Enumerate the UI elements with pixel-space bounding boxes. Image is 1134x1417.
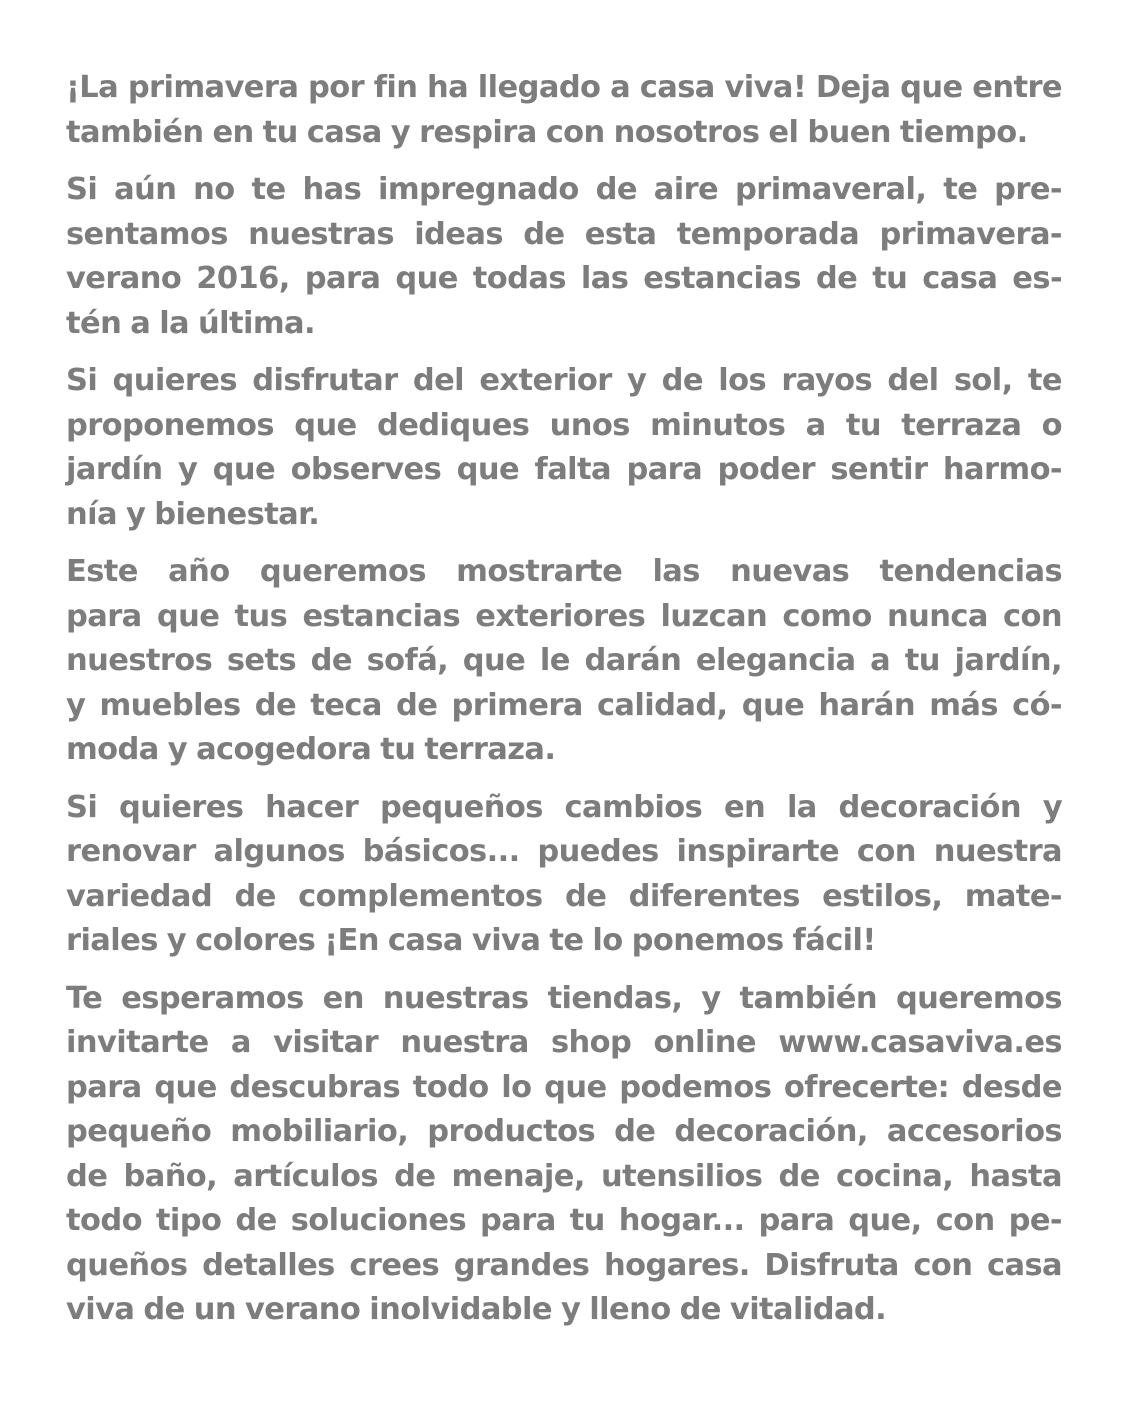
text-line: sentamos nuestras ideas de esta temporada primavera-: [66, 216, 1062, 252]
text-line: riales y colores ¡En casa viva te lo ponemos fácil!: [66, 923, 876, 958]
paragraph-exterior: [66, 359, 1062, 537]
text-line: Si quieres hacer pequeños cambios en la decoración y: [66, 789, 1062, 825]
text-line: nía y bienestar.: [66, 496, 320, 532]
text-line: queños detalles crees grandes hogares. Disfruta con casa: [66, 1247, 1062, 1283]
text-line: todo tipo de soluciones para tu hogar... para que, con pe-: [66, 1203, 1062, 1238]
paragraph-shop-invitation: [66, 977, 1062, 1333]
paragraph-trends: [66, 550, 1062, 773]
paragraph-intro: [66, 66, 1062, 155]
text-line: Si quieres disfrutar del exterior y de los rayos del sol, te: [66, 363, 1062, 398]
text-line: verano 2016, para que todas las estancias de tu casa es-: [66, 261, 1062, 296]
text-line: para que descubras todo lo que podemos ofrecerte: desde: [66, 1069, 1062, 1105]
text-line: para que tus estancias exteriores luzcan como nunca con: [66, 598, 1062, 634]
text-line: también en tu casa y respira con nosotros el buen tiempo.: [66, 114, 1028, 150]
text-line: Te esperamos en nuestras tiendas, y también queremos: [66, 980, 1062, 1016]
text-line: viva de un verano inolvidable y lleno de vitalidad.: [66, 1292, 887, 1327]
text-line: moda y acogedora tu terraza.: [66, 732, 556, 767]
text-line: renovar algunos básicos... puedes inspirarte con nuestra: [66, 834, 1062, 869]
text-line: variedad de complementos de diferentes estilos, mate-: [66, 878, 1062, 914]
text-line: ¡La primavera por fin ha llegado a casa viva! Deja que entre: [66, 70, 1062, 105]
text-line: invitarte a visitar nuestra shop online www.casaviva.es: [66, 1025, 1062, 1060]
text-line: nuestros sets de sofá, que le darán elegancia a tu jardín,: [66, 643, 1062, 678]
text-line: de baño, artículos de menaje, utensilios de cocina, hasta: [66, 1158, 1062, 1194]
text-line: tén a la última.: [66, 305, 316, 341]
text-line: y muebles de teca de primera calidad, que harán más có-: [66, 687, 1062, 723]
paragraph-decoration: [66, 786, 1062, 964]
text-line: jardín y que observes que falta para poder sentir harmo-: [66, 452, 1062, 487]
document-body: [66, 66, 1062, 1346]
text-line: pequeño mobiliario, productos de decoración, accesorios: [66, 1114, 1062, 1149]
text-line: Este año queremos mostrarte las nuevas tendencias: [66, 554, 1062, 589]
paragraph-season-ideas: [66, 168, 1062, 346]
text-line: proponemos que dediques unos minutos a tu terraza o: [66, 407, 1062, 443]
text-line: Si aún no te has impregnado de aire primaveral, te pre-: [66, 172, 1062, 207]
